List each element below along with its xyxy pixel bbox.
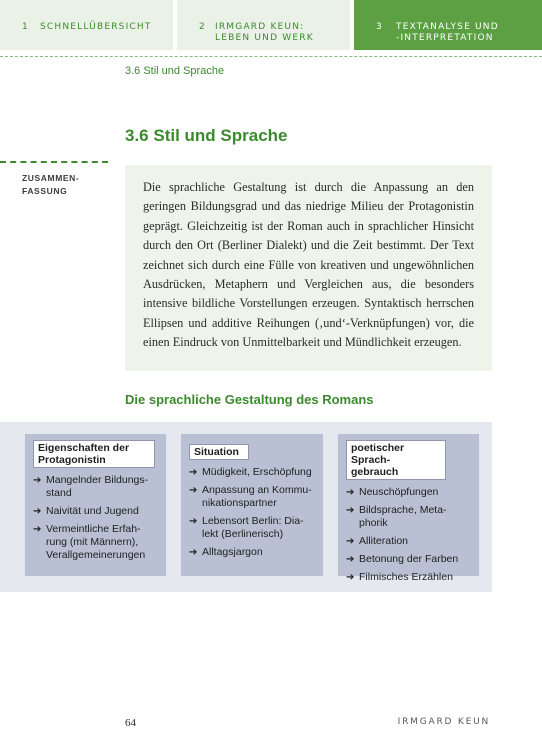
item-list [33,474,166,562]
diagram-column-situation [181,434,323,576]
list-item [189,546,323,559]
tab-leben-und-werk[interactable] [177,0,352,50]
diagram-column-sprachgebrauch [338,434,479,583]
column-heading: Situation [189,444,249,460]
item-text: Filmisches Erzählen [359,571,453,583]
item-text: Anpassung an Kommu- nikationspartner [202,484,312,509]
tab-schnelluebersicht[interactable] [0,0,175,50]
column-heading: Eigenschaften der Protagonistin [33,440,155,468]
summary-box [125,165,492,371]
list-item [189,484,323,510]
arrow-right-icon: ➔ [346,536,355,547]
arrow-right-icon: ➔ [346,554,355,565]
list-item [33,523,166,562]
arrow-right-icon: ➔ [189,547,198,558]
margin-label: ZUSAMMEN- FASSUNG [22,173,80,196]
item-text: Vermeintliche Erfah- rung (mit Männern), Verallgemeinerungen [46,523,146,561]
item-text: Neuschöpfungen [359,486,439,498]
arrow-right-icon: ➔ [33,524,42,535]
running-head: 3.6 Stil und Sprache [125,65,225,77]
tab-label: IRMGARD KEUN: LEBEN UND WERK [215,22,314,43]
item-text: Mangelnder Bildungs- stand [46,474,149,499]
diagram [0,422,492,592]
diagram-title: Die sprachliche Gestaltung des Romans [125,392,374,407]
tab-label: SCHNELLÜBERSICHT [40,22,152,32]
arrow-right-icon: ➔ [346,572,355,583]
item-text: Bildsprache, Meta- phorik [359,504,447,529]
list-item [189,515,323,541]
footer-author: IRMGARD KEUN [397,717,490,727]
summary-text: Die sprachliche Gestaltung ist durch die Anpassung an den geringen Bildungsgrad und das niedrige Milieu der Protagonistin geprägt. Gleichzeitig ist der Roman auch in sprachlicher Hinsicht durch den Ort (Berliner Dialekt) und die Zeit bestimmt. Der Text zeichnet sich durch eine Fülle von kreativen und ungewöhnlichen Ausdrücken, Metaphern und Vergleichen aus, die besonders intensive bildliche Vorstellungen erzeugen. Syntaktisch herrschen Ellipsen und additive Reihungen (‚und‘-Verknüpfungen) vor, die einen Eindruck von Unmittelbarkeit und Mündlichkeit erzeugen. [143,180,474,350]
item-text: Alliteration [359,535,409,547]
arrow-right-icon: ➔ [189,516,198,527]
tab-label: TEXTANALYSE UND -INTERPRETATION [396,22,499,43]
item-text: Lebensort Berlin: Dia- lekt (Berlinerisch) [202,515,304,540]
chapter-navigation [0,0,542,50]
list-item [189,466,323,479]
item-list [189,466,323,559]
list-item [346,535,479,548]
list-item [346,571,479,584]
column-heading: poetischer Sprach- gebrauch [346,440,446,480]
list-item [346,504,479,530]
arrow-right-icon: ➔ [346,487,355,498]
item-text: Alltagsjargon [202,546,263,558]
list-item [33,474,166,500]
arrow-right-icon: ➔ [189,485,198,496]
item-list [346,486,479,584]
tab-number: 3 [376,22,383,32]
item-text: Müdigkeit, Erschöpfung [202,466,312,478]
margin-divider [0,161,108,163]
list-item [346,553,479,566]
tab-number: 1 [22,22,29,32]
arrow-right-icon: ➔ [346,505,355,516]
divider [0,56,542,57]
diagram-column-protagonistin [25,434,166,576]
arrow-right-icon: ➔ [33,506,42,517]
tab-number: 2 [199,22,206,32]
item-text: Naivität und Jugend [46,505,139,517]
list-item [346,486,479,499]
page-number: 64 [125,717,136,729]
tab-textanalyse[interactable] [354,0,542,50]
section-title: 3.6 Stil und Sprache [125,126,288,145]
item-text: Betonung der Farben [359,553,459,565]
list-item [33,505,166,518]
arrow-right-icon: ➔ [189,467,198,478]
arrow-right-icon: ➔ [33,475,42,486]
